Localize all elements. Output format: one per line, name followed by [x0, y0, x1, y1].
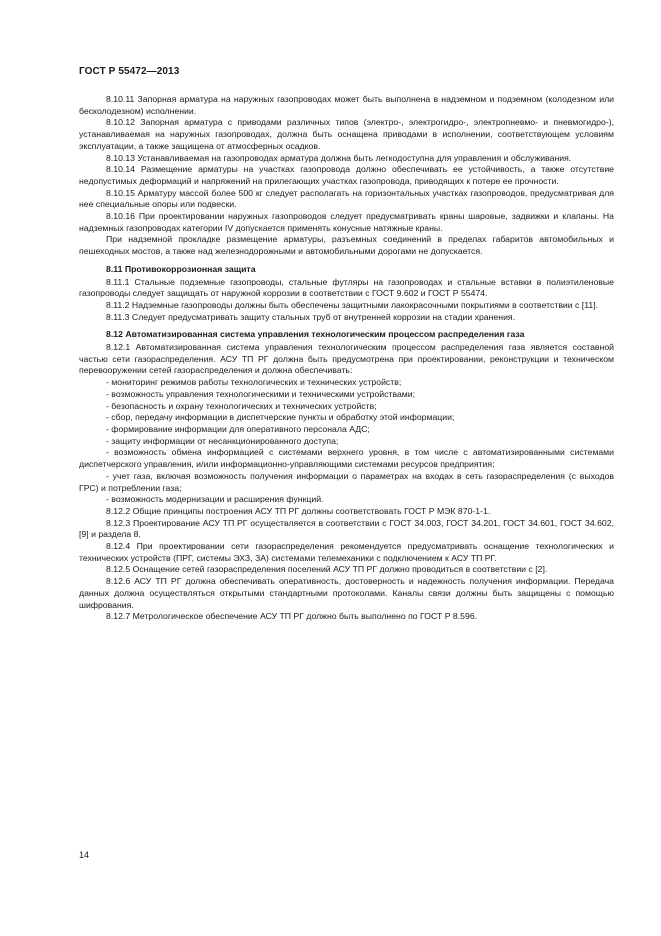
document-header: ГОСТ Р 55472—2013 — [79, 66, 180, 77]
paragraph-8-10-16: 8.10.16 При проектировании наружных газопроводов следует предусматривать краны шаровые, задвижки и клапаны. На надземных газопроводах категории IV допускается применять конусные натяжные краны. — [79, 211, 614, 233]
list-item: - возможность обмена информацией с системами верхнего уровня, в том числе с автоматизированными системами диспетчерского управления, и/или информационно-управляющими системами ресурсов предприятия; — [79, 447, 614, 470]
list-item: - учет газа, включая возможность получения информации о параметрах на входах в сеть газораспределения (с выходов ГРС) и потреблении газа; — [79, 470, 614, 493]
paragraph-8-12-5: 8.12.5 Оснащение сетей газораспределения поселений АСУ ТП РГ должно проводиться в соответствии с [2]. — [106, 564, 548, 575]
paragraph-8-12-6: 8.12.6 АСУ ТП РГ должна обеспечивать оперативность, достоверность и надежность получения информации. Передача данных должна осуществляться открытыми стандартными протоколами. Каналы связи должны быть защищены с помощью шифрования. — [79, 576, 614, 610]
list-item: - мониторинг режимов работы технологических и технических устройств; — [106, 377, 402, 388]
paragraph-8-12-2: 8.12.2 Общие принципы построения АСУ ТП РГ должны соответствовать ГОСТ Р МЭК 870-1-1. — [106, 505, 491, 516]
paragraph-8-12-7: 8.12.7 Метрологическое обеспечение АСУ ТП РГ должно быть выполнено по ГОСТ Р 8.596. — [106, 611, 478, 622]
list-item: - возможность управления технологическими и техническими устройствами; — [106, 388, 416, 399]
list-item: - сбор, передачу информации в диспетчерские пункты и обработку этой информации; — [106, 412, 455, 423]
section-heading-8-11: 8.11 Противокоррозионная защита — [106, 263, 256, 274]
paragraph-8-10-16-continued: При надземной прокладке размещение арматуры, разъемных соединений в пределах габаритов автомобильных и пешеходных мостов, а также над железнодорожными и автомобильными дорогами не допускается. — [79, 234, 614, 257]
paragraph-8-12-3: 8.12.3 Проектирование АСУ ТП РГ осуществляется в соответствии с ГОСТ 34.003, ГОСТ 34.201, ГОСТ 34.601, ГОСТ 34.602, [9] и раздела 8. — [79, 517, 614, 540]
list-item: - возможность модернизации и расширения функций. — [106, 494, 324, 505]
list-item: - формирование информации для оперативного персонала АДС; — [106, 423, 370, 434]
paragraph-8-12-1: 8.12.1 Автоматизированная система управления технологическим процессом распределения газа является составной частью сети газораспределения. АСУ ТП РГ должна быть предусмотрена при проектировании, реконструкции и техническом перевооружении сетей газораспределения и должна обеспечивать: — [79, 342, 614, 376]
list-item: - безопасность и охрану технологических и технических устройств; — [106, 400, 377, 411]
paragraph-8-11-1: 8.11.1 Стальные подземные газопроводы, стальные футляры на газопроводах и стальные вставки в полиэтиленовые газопроводы следует защищать от наружной коррозии в соответствии с ГОСТ 9.602 и ГОСТ Р 55474. — [79, 276, 614, 299]
paragraph-8-12-4: 8.12.4 При проектировании сети газораспределения рекомендуется предусматривать оснащение технологических и технических устройств (ПРГ, системы ЭХЗ, ЗА) системами телемеханики с подключением к АСУ ТП РГ. — [79, 541, 614, 563]
section-heading-8-12: 8.12 Автоматизированная система управления технологическим процессом распределения газа — [106, 329, 525, 340]
paragraph-8-11-3: 8.11.3 Следует предусматривать защиту стальных труб от внутренней коррозии на стадии хранения. — [106, 311, 516, 322]
paragraph-8-10-11: 8.10.11 Запорная арматура на наружных газопроводах может быть выполнена в надземном и подземном (колодезном или бесколодезном) исполнении. — [79, 94, 614, 116]
paragraph-8-10-13: 8.10.13 Устанавливаемая на газопроводах арматура должна быть легкодоступна для управления и обслуживания. — [106, 152, 572, 163]
paragraph-8-10-14: 8.10.14 Размещение арматуры на участках газопровода должно обеспечивать ее устойчивость, а также отсутствие недопустимых деформаций и напряжений на прилегающих участках газопровода, приводящих к потере ее прочности. — [79, 164, 614, 186]
document-body — [79, 94, 614, 623]
paragraph-8-11-2: 8.11.2 Надземные газопроводы должны быть обеспечены защитными лакокрасочными покрытиями в соответствии с [11]. — [106, 299, 599, 310]
page-number: 14 — [79, 850, 90, 860]
list-item: - защиту информации от несанкционированного доступа; — [106, 435, 339, 446]
paragraph-8-10-15: 8.10.15 Арматуру массой более 500 кг следует располагать на горизонтальных участках газопроводов, предусматривая для нее специальные опоры или подвески. — [79, 187, 614, 210]
paragraph-8-10-12: 8.10.12 Запорная арматура с приводами различных типов (электро-, электрогидро-, электропневмо- и пневмогидро-), устанавливаемая на наружных газопроводах, должна быть оснащена приводами в исполнении, соответствующем условиям эксплуатации, а также защищена от атмосферных осадков. — [79, 117, 614, 151]
